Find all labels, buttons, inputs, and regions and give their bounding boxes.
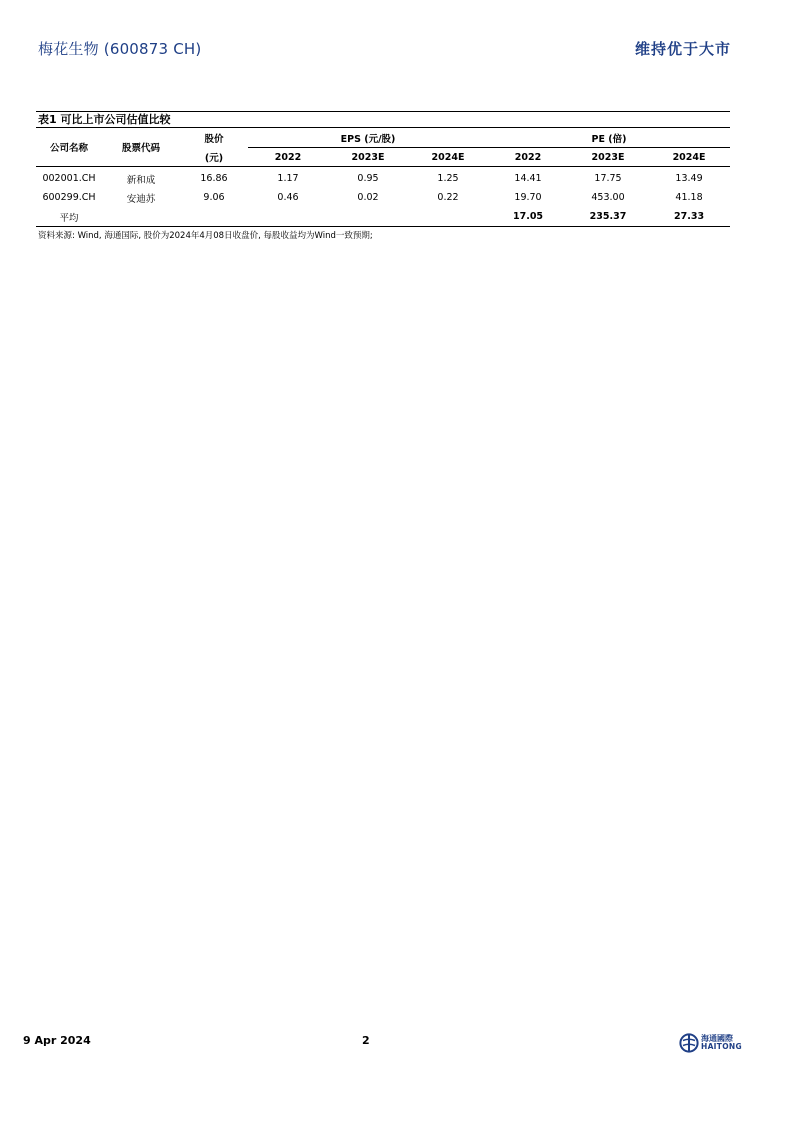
cell-avg-pe-2023e: 235.37 xyxy=(589,211,627,222)
valuation-table xyxy=(36,128,730,227)
cell-avg-pe-2024e: 27.33 xyxy=(674,211,705,222)
col-header-price-unit: (元) xyxy=(204,152,224,164)
valuation-table-section xyxy=(36,111,730,241)
col-header-eps-2024e: 2024E xyxy=(431,151,465,163)
cell-pe-2023e: 17.75 xyxy=(594,173,622,184)
cell-pe-2023e: 453.00 xyxy=(591,192,625,203)
cell-code: 新和成 xyxy=(126,174,156,186)
report-company-header: 梅花生物 (600873 CH) xyxy=(38,40,202,58)
logo-chinese-text: 海通國際 xyxy=(701,1034,733,1044)
cell-pe-2024e: 41.18 xyxy=(675,192,703,203)
haitong-logo-icon xyxy=(679,1033,699,1053)
cell-price: 9.06 xyxy=(203,192,225,203)
cell-price: 16.86 xyxy=(200,173,228,184)
cell-eps-2024e: 1.25 xyxy=(437,173,459,184)
col-header-price: 股价 xyxy=(204,133,224,145)
cell-eps-2022: 1.17 xyxy=(277,173,299,184)
logo-english-text: HAITONG xyxy=(701,1042,742,1052)
cell-eps-2023e: 0.02 xyxy=(357,192,379,203)
cell-pe-2024e: 13.49 xyxy=(675,173,703,184)
col-header-eps-2022: 2022 xyxy=(274,151,302,163)
table-row-average xyxy=(36,207,730,227)
table-row xyxy=(36,188,730,207)
col-header-pe-2023e: 2023E xyxy=(591,151,625,163)
cell-code: 安迪苏 xyxy=(126,193,156,205)
rating-header: 维持优于大市 xyxy=(634,40,731,58)
cell-company: 600299.CH xyxy=(42,192,96,203)
cell-eps-2023e: 0.95 xyxy=(357,173,379,184)
page-number: 2 xyxy=(362,1034,370,1047)
col-header-eps: EPS (元/股) xyxy=(248,128,488,148)
table-source-note: 资料来源: Wind, 海通国际, 股价为2024年4月08日收盘价, 每股收益均为Wind一致预期; xyxy=(38,231,373,241)
col-header-code: 股票代码 xyxy=(121,143,160,154)
cell-pe-2022: 19.70 xyxy=(514,192,542,203)
cell-pe-2022: 14.41 xyxy=(514,173,542,184)
cell-company: 002001.CH xyxy=(42,173,96,184)
col-header-pe: PE (倍) xyxy=(488,128,730,148)
table-title: 表1 可比上市公司估值比较 xyxy=(36,111,730,128)
cell-eps-2024e: 0.22 xyxy=(437,192,459,203)
col-header-pe-2024e: 2024E xyxy=(672,151,706,163)
footer-date: 9 Apr 2024 xyxy=(23,1034,91,1047)
cell-avg-pe-2022: 17.05 xyxy=(512,211,544,222)
table-row xyxy=(36,167,730,189)
col-header-pe-2022: 2022 xyxy=(514,151,542,163)
cell-average-label: 平均 xyxy=(59,212,79,224)
col-header-eps-2023e: 2023E xyxy=(351,151,385,163)
col-header-company: 公司名称 xyxy=(49,143,88,154)
haitong-logo xyxy=(679,1031,743,1055)
cell-eps-2022: 0.46 xyxy=(277,192,299,203)
